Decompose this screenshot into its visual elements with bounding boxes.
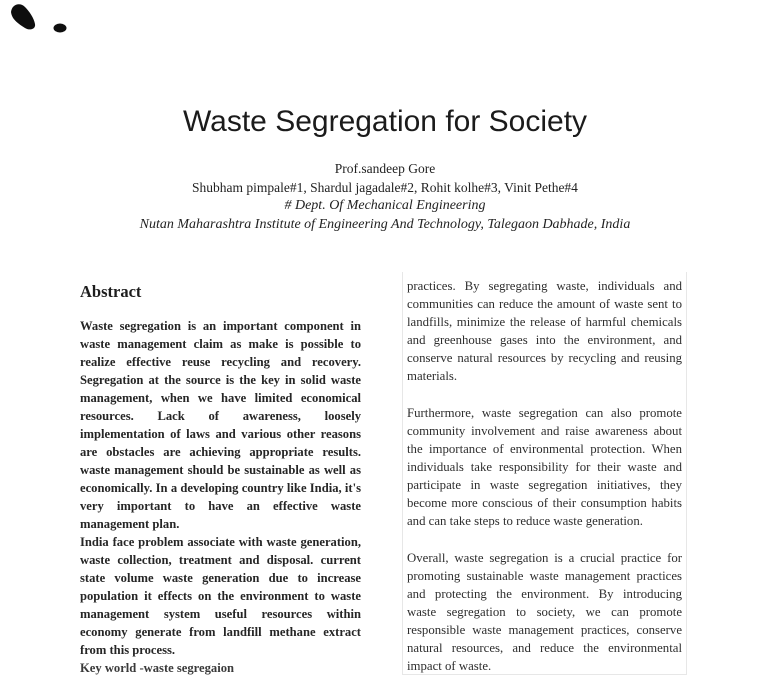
keywords-line: Key world -waste segregaion: [80, 661, 235, 675]
author-professor: Prof.sandeep Gore: [334, 161, 436, 176]
ink-blob-large: [11, 4, 35, 29]
abstract-heading: Abstract: [80, 282, 142, 301]
ink-blob-small: [54, 24, 67, 33]
paper-title: Waste Segregation for Society: [182, 105, 588, 138]
abstract-paragraph-2: India face problem associate with waste generation, waste collection, treatment and disposal. current state volume waste generation due to increase population it effects on the environment to waste management system useful resources within economy generate from landfill methane extract from this process.: [80, 535, 361, 657]
author-department: # Dept. Of Mechanical Engineering: [284, 198, 486, 214]
abstract-paragraph-1: Waste segregation is an important component in waste management claim as make is possible to realize effective reuse recycling and recovery. Segregation at the source is the key in solid waste management, when we have limited economical resources. Lack of awareness, loosely implementation of laws and various other reasons are obstacles are achieving appropriate results. waste management should be sustainable as well as economically. In a developing country like India, it's very important to have an effective waste management plan.: [80, 319, 361, 531]
right-column-text-box: [402, 272, 687, 675]
author-institute: Nutan Maharashtra Institute of Engineering And Technology, Talegaon Dabhade, India: [139, 216, 631, 232]
abstract-column: [80, 282, 361, 677]
ink-scribble-mark: [0, 0, 80, 40]
right-column-paragraph-1: practices. By segregating waste, individuals and communities can reduce the amount of waste sent to landfills, minimize the release of harmful chemicals and greenhouse gases into the environment, and conserve natural resources by recycling and reusing materials.: [407, 279, 682, 383]
author-students: Shubham pimpale#1, Shardul jagadale#2, Rohit kolhe#3, Vinit Pethe#4: [192, 179, 578, 195]
right-column-paragraph-2: Furthermore, waste segregation can also promote community involvement and raise awareness about the importance of environmental protection. When individuals take responsibility for their waste and participate in waste segregation initiatives, they become more conscious of their consumption habits and can take steps to reduce waste generation.: [407, 406, 682, 528]
right-column-paragraph-3: Overall, waste segregation is a crucial practice for promoting sustainable waste management practices and protecting the environment. By introducing waste segregation to society, we can promote responsible waste management practices, conserve natural resources, and reduce the environmental impact of waste.: [407, 551, 682, 673]
author-block: [0, 160, 770, 234]
